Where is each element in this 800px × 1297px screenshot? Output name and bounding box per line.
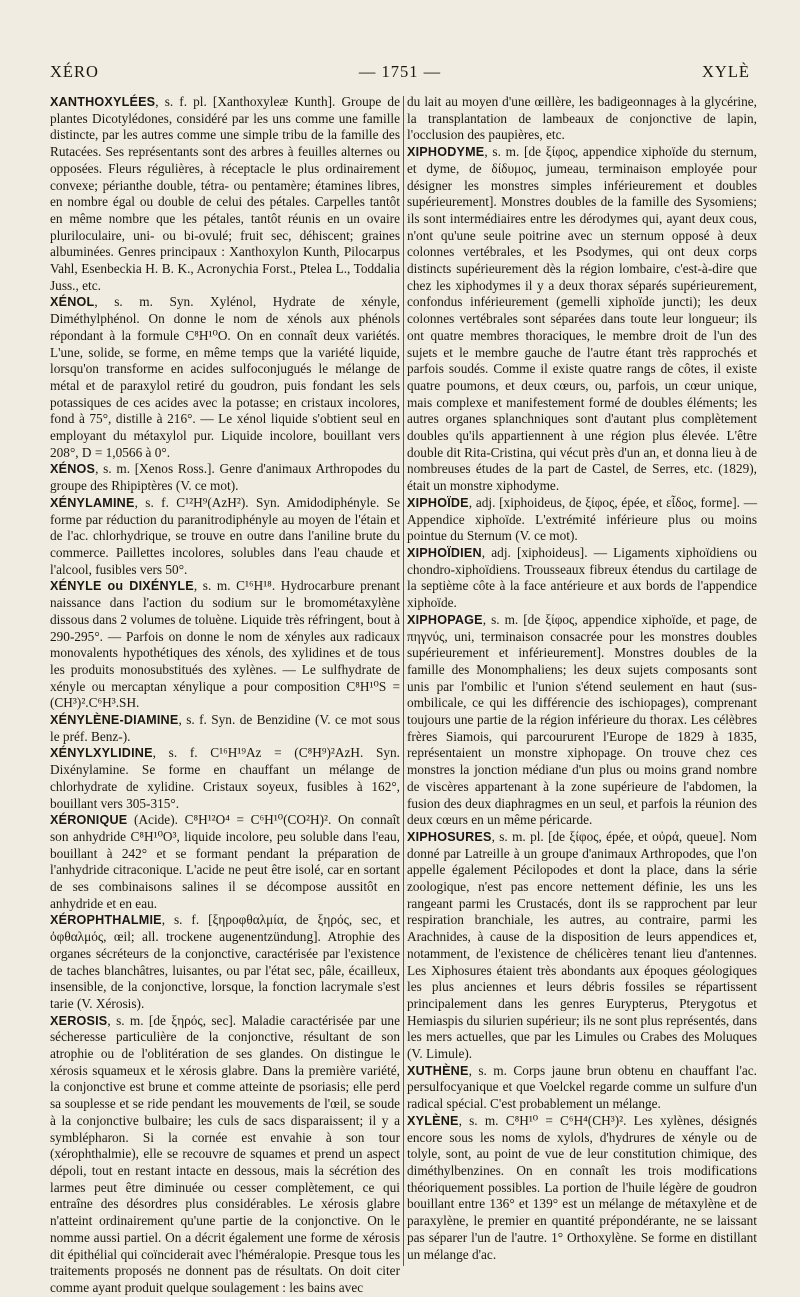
entry-xanthoxylees <box>50 94 400 294</box>
headword: XÉNYLXYLIDINE <box>50 746 153 761</box>
headword: XUTHÈNE <box>407 1063 469 1078</box>
definition: , s. f. pl. [Xanthoxyleæ Kunth]. Groupe de plantes Dicotylédones, considéré par les uns comme une famille distincte, par les autres comme une simple tribu de la famille des Rutacées. Ses représentants sont des arbres à feuilles alternes ou opposées. Fleurs régulières, à réceptacle le plus ordinairement convexe; périanthe double, tétra- ou pentamère; étamines libres, en nombre égal ou double de celui des pétales. Carpelles tantôt en même nombre que les pétales, tantôt réunis en un ovaire pluriloculaire, uni- ou bi-ovulé; fruit sec, déhiscent; graines albuminées. Genres principaux : Xanthoxylon Kunth, Pilocarpus Vahl, Esenbeckia H. B. K., Acronychia Forst., Ptelea L., Toddalia Juss., etc. <box>50 94 400 293</box>
definition: , s. f. C¹²H⁹(AzH²). Syn. Amidodiphényle. Se forme par réduction du paranitrodiphényle au moyen de l'étain et de l'ac. chlorhydrique, se trouve en outre dans l'aniline brute du commerce. Paillettes incolores, solubles dans l'eau chaude et l'alcool, fusibles vers 50°. <box>50 494 400 577</box>
entry-xuthene <box>407 1063 757 1113</box>
entry-xiphodyme <box>407 144 757 495</box>
entry-xenos <box>50 461 400 494</box>
headword: XÉNOS <box>50 462 96 477</box>
column-divider <box>403 96 404 1266</box>
headword: XIPHOÏDE <box>407 495 469 510</box>
entry-xiphosures <box>407 829 757 1063</box>
definition: , s. m. C¹⁶H¹⁸. Hydrocarbure prenant naissance dans l'action du sodium sur le bromométaxylène dissous dans 2 volumes de toluène. Liquide très réfringent, bout à 290-295°. — Parfois on donne le nom de xényles aux radicaux monovalents hypothétiques des xénols, des xylidines et de tous les produits monosubstitués des xylènes. — Le sulfhydrate de xényle ou mercaptan xénylique a pour composition C⁸H¹⁰S = (CH³)².C⁶H³.SH. <box>50 578 401 711</box>
definition: , s. m. [de ξηρός, sec]. Maladie caractérisée par une sécheresse particulière de la conjonctive, résultant de son atrophie ou de l'oblitération de ses glandes. On distingue le xérosis squameux et le xérosis glabre. Dans la première variété, la conjonctive est brune et comme atteinte de psoriasis; elle perd sa souplesse et se ride pendant les mouvements de l'œil, se soude à la conjonctive bulbaire; les culs de sacs disparaissent; il y a symblépharon. Si la cornée est envahie à son tour (xérophthalmie), elle se recouvre de squames et prend un aspect dépoli, tout en restant intacte en dessous, mais la sécrétion des larmes peut être diminuée ou cesser complètement, ce qui entraîne des désordres plus considérables. Le xérosis glabre n'atteint ordinairement qu'une partie de la conjonctive. On le nomme aussi partiel. On a décrit également une forme de xérosis dit épithélial qui coïnciderait avec l'héméralopie. Presque tous les traitements proposés ne donnent pas de résultats. On doit citer comme ayant produit quelque soulagement : les bains avec <box>50 1012 400 1295</box>
headword: XIPHOPAGE <box>407 612 483 627</box>
entry-xenylene-diamine <box>50 712 400 745</box>
headword: XIPHOSURES <box>407 829 492 844</box>
headword: XÉRONIQUE <box>50 813 128 828</box>
entry-xerosis <box>50 1013 400 1297</box>
definition: (Acide). C⁸H¹²O⁴ = C⁶H¹⁰(CO²H)². On connaît son anhydride C⁸H¹⁰O³, liquide incolore, peu soluble dans l'eau, bouillant à 242° et se formant pendant la préparation de l'anhydride citraconique. L'acide ne peut être isolé, car en sortant de ses combinaisons salines il se décompose aussitôt en anhydride et en eau. <box>50 812 400 911</box>
entry-xiphopage <box>407 612 757 829</box>
definition: , s. m. [de ξίφος, appendice xiphoïde du sternum, et dyme, de δίδυμος, jumeau, terminaison employée pour désigner les monstres simples inférieurement et doubles supérieurement]. Monstres doubles de la famille des Sysomiens; ils sont intermédiaires entre les dérodymes qui, ayant deux cous, n'ont qu'une seule poitrine avec un sternum opposé à deux colonnes vertébrales, et les Psodymes, qui ont deux corps distincts supérieurement dès la région lombaire, c'est-à-dire que chez les xiphodymes il y a deux thorax séparés supérieurement, confondus inférieurement (gemelli xiphoïde juncti); les deux colonnes vertébrales sont séparées dans toute leur longueur; ils ont quatre membres thoraciques, le membre droit de l'un des sujets et le membre gauche de l'autre étant très rapprochés et parfois soudés. Comme il existe quatre rangs de côtes, il existe quatre poumons, et deux cœurs, ou, parfois, un cœur unique, mais complexe et manifestement formé de doubles éléments; les autres organes splanchniques sont d'autant plus complètement doubles qu'ils appartiennent à une région plus élevée. L'être double dit Rita-Cristina, qui vécut près d'un an, et donna lieu à de nombreuses études de la part de Castel, de Serres, etc. (1829), était un monstre xiphodyme. <box>407 144 757 494</box>
running-head-right: XYLÈ <box>702 62 750 81</box>
definition: , adj. [xiphoideus, de ξίφος, épée, et εἶδος, forme]. — Appendice xiphoïde. L'extrémité inférieure plus ou moins pointue du Sternum (V. ce mot). <box>407 494 757 544</box>
left-column <box>50 94 401 1295</box>
definition: , s. m. [de ξίφος, appendice xiphoïde, et page, de πηγνύς, uni, terminaison consacrée pour les monstres doubles supérieurement et inférieurement]. Monstres doubles de la famille des Monomphaliens; les deux sujets composants sont unis par l'ombilic et l'union s'étend seulement en haut (sus-ombilicale, ce qui les différencie des ischiopages), comprenant toujours une partie de la région inférieure du thorax. Les célèbres frères Siamois, qui parcoururent l'Europe de 1829 à 1835, représentaient un monstre xiphopage. On trouve chez ces monstres la jonction médiane d'un plus ou moins grand nombre de viscères appartenant à la zone supérieure de l'abdomen, la fusion des deux diaphragmes en un seul, et parfois la réunion des deux cœurs en un même péricarde. <box>407 611 757 828</box>
definition: , s. f. C¹⁶H¹⁹Az = (C⁸H⁹)²AzH. Syn. Dixénylamine. Se forme en chauffant un mélange de chlorhydrate de xylidine. Cristaux soyeux, fusibles à 162°, bouillant vers 305-315°. <box>50 745 400 811</box>
entry-xiphoide <box>407 495 757 545</box>
headword: XIPHODYME <box>407 145 485 160</box>
definition: , s. m. Corps jaune brun obtenu en chauffant l'ac. persulfocyanique et que Voelckel regarde comme un sulfure d'un radical spécial. C'est probablement un mélange. <box>407 1062 757 1112</box>
entry-xeronique <box>50 812 400 912</box>
headword: XÉNYLAMINE <box>50 495 135 510</box>
page-number: — 1751 — <box>358 62 442 81</box>
entry-xenol <box>50 294 400 461</box>
right-column <box>407 94 757 1274</box>
headword: XÉROPHTHALMIE <box>50 913 162 928</box>
entry-xerosis-continued <box>407 94 757 144</box>
definition: , s. m. [Xenos Ross.]. Genre d'animaux Arthropodes du groupe des Rhipiptères (V. ce mot). <box>50 461 400 494</box>
running-head-left: XÉRO <box>50 62 99 81</box>
definition: , s. f. Syn. de Benzidine (V. ce mot sous le préf. Benz-). <box>50 712 400 744</box>
headword: XEROSIS <box>50 1013 108 1028</box>
entry-xiphoidien <box>407 545 757 612</box>
entry-xylene <box>407 1113 757 1263</box>
headword: XIPHOÏDIEN <box>407 545 482 560</box>
definition: , s. m. pl. [de ξίφος, épée, et οὐρά, queue]. Nom donné par Latreille à un groupe d'animaux Arthropodes, que l'on appelle également Pécilopodes et dont la place, dans la série zoologique, n'est pas encore nettement définie, les uns les rangeant parmi les Crustacés, dont ils se rapprochent par leur respiration branchiale, les autres, au contraire, parmi les Arachnides, à cause de la disposition de leurs appendices et, notamment, de l'existence de chélicères tenant lieu d'antennes. Les Xiphosures étaient très abondants aux époques géologiques les plus anciennes et leurs débris fossiles se répartissent principalement dans les genres Eurypterus, Pterygotus et Hemiaspis du silurien supérieur; ils ne sont plus représentés, dans les mers actuelles, que par les Limules ou Crabes des Moluques (V. Limule). <box>407 828 757 1062</box>
definition: , s. m. Syn. Xylénol, Hydrate de xényle, Diméthylphénol. On donne le nom de xénols aux phénols répondant à la formule C⁸H¹⁰O. On en connaît deux variétés. L'une, solide, se forme, en même temps que la variété liquide, lorsqu'on transforme en acides sulfoconjugués le mélange de métal et de paraxylol retiré du goudron, puis fondant les sels potassiques de ces acides avec la potasse; en cristaux incolores, fond à 75°, distille à 216°. — Le xénol liquide s'obtient seul en employant du métaxylol pur. Liquide incolore, bouillant vers 208°, D = 1,0566 à 0°. <box>50 294 400 460</box>
running-head <box>50 62 750 88</box>
headword: XÉNYLE ou DIXÉNYLE <box>50 579 194 594</box>
entry-xenyle <box>50 578 400 712</box>
definition: , s. m. C⁸H¹⁰ = C⁶H⁴(CH³)². Les xylènes, désignés encore sous les noms de xylols, d'hydrures de xényle ou de tolyle, sont, au point de vue de leur constitution chimique, des diméthylbenzines. On en connaît les trois modifications théoriquement possibles. La portion de l'huile légère de goudron bouillant entre 136° et 139° est un mélange de métaxylène et de paraxylène, le premier en quantité prépondérante, ne se laissant pas séparer l'un de l'autre. 1° Orthoxylène. Se forme en distillant un mélange d'ac. <box>407 1112 757 1262</box>
entry-xenylxylidine <box>50 745 400 812</box>
entry-xenylamine <box>50 495 400 579</box>
headword: XYLÈNE <box>407 1113 459 1128</box>
definition: du lait au moyen d'une œillère, les badigeonnages à la glycérine, la transplantation de lambeaux de conjonctive de lapin, l'occlusion des paupières, etc. <box>407 94 757 143</box>
definition: , adj. [xiphoideus]. — Ligaments xiphoïdiens ou chondro-xiphoïdiens. Trousseaux fibreux étendus du cartilage de la septième côte à la face antérieure et aux bords de l'appendice xiphoïde. <box>407 544 757 611</box>
entry-xerophthalmie <box>50 912 400 1012</box>
headword: XANTHOXYLÉES <box>50 95 156 109</box>
headword: XÉNOL <box>50 295 95 310</box>
definition: , s. f. [ξηροφθαλμία, de ξηρός, sec, et ὀφθαλμός, œil; all. trockene augenentzündung]. Atrophie des organes sécréteurs de la conjonctive, caractérisée par l'existence de taches blanchâtres, luisantes, ou par l'état sec, pâle, écailleux, insensible, de la conjonctive, lorsque, la fonction lacrymale s'est tarie (V. Xérosis). <box>50 912 400 1011</box>
headword: XÉNYLÈNE-DIAMINE <box>50 713 179 728</box>
